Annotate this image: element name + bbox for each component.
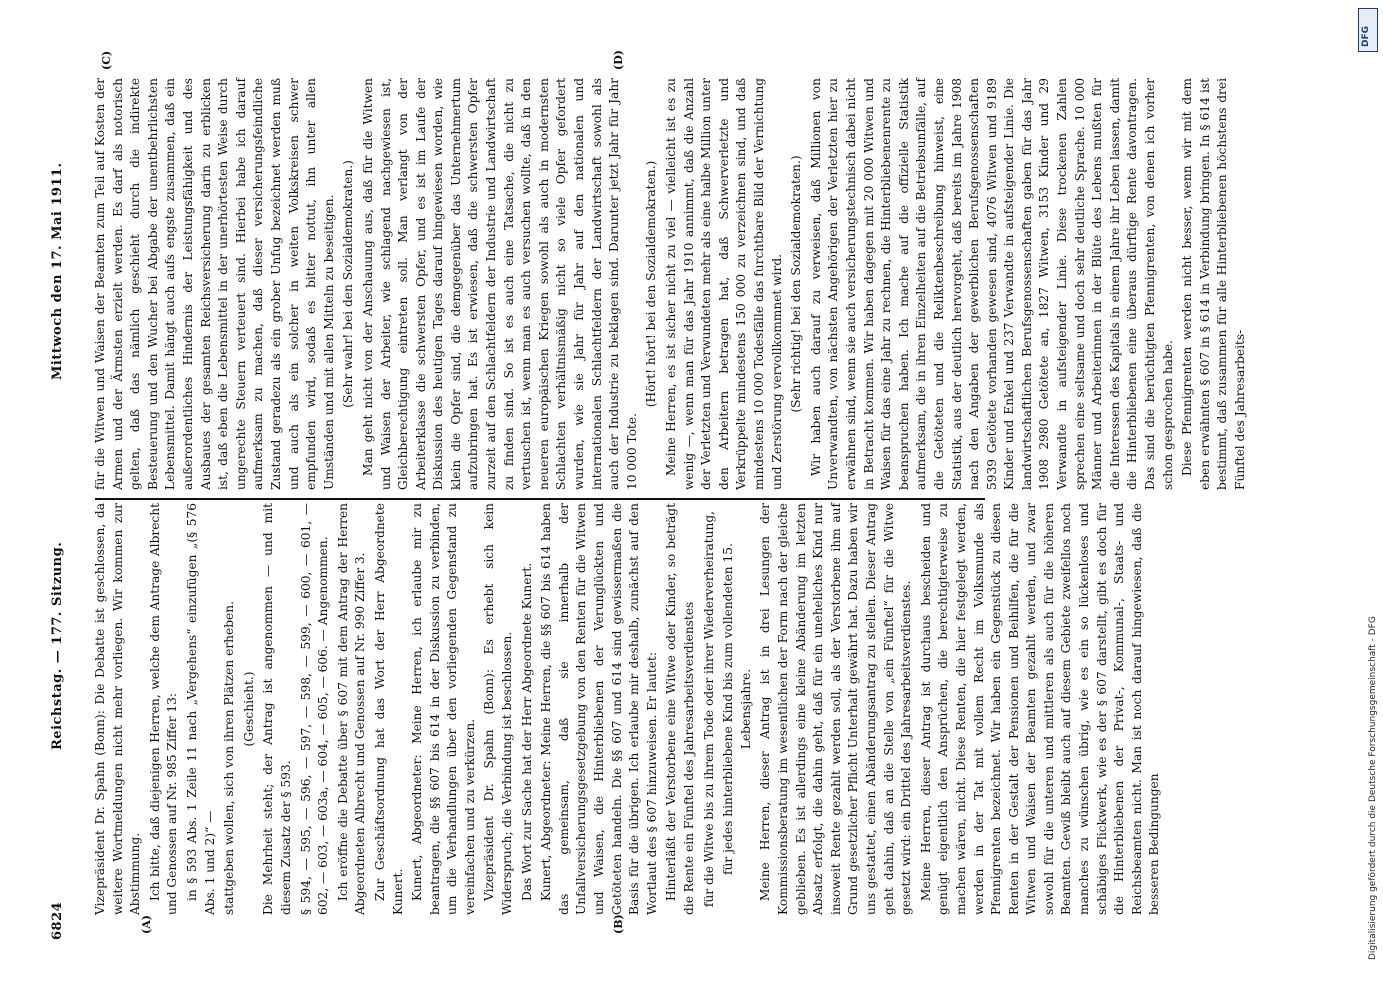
- quoted-text: für die Witwe bis zu ihrem Tode oder ihrer Wiederverheiratung,: [701, 510, 716, 908]
- paragraph: für die Witwen und Waisen der Beamten zum Teil auf Kosten der Armen und der Ärmsten erzielt werden. Es darf als notorisch gelten, daß das nämlich geschieht durch die indirekte Besteuerung und den Wucher bei Abgabe der unentbehrlichsten Lebensmittel. Damit hängt auch aufs engste zusammen, daß ein außerordentliches Hindernis der Leistungsfähigkeit und des Ausbaues der gesamten Reichsversicherung darin zu erblicken ist, daß eben die Lebensmittel in der unerhörtesten Weise durch ungerechte Steuern verteuert sind. Hierbei habe ich darauf aufmerksam zu machen, daß dieser versicherungsfeindliche Zustand geradezu als ein grober Unfug bezeichnet werden muß und auch als ein solcher in weiten Volkskreisen schwer empfunden wird, sodaß es bitter nottut, ihn unter allen Umständen und mit allen Mitteln zu beseitigen.: [93, 78, 336, 490]
- paragraph: Ich eröffne die Debatte über § 607 mit dem Antrag der Herren Abgeordneten Albrecht und Genossen auf Nr. 990 Ziffer 3.: [335, 503, 368, 915]
- margin-marker-b: (B): [612, 914, 625, 934]
- paragraph: Meine Herren, dieser Antrag ist durchaus bescheiden und genügt eigentlich den Ansprüchen, die berechtigterweise zu machen wären, nicht. Diese Renten, die hier festgelegt werden, werden in der Tat mit vollem Recht im Volksmunde als Pfennigrenten bezeichnet. Wir haben ein Gegenstück zu diesen Renten in der Gestalt der Pensionen und Beihilfen, die für die Witwen und Waisen der Beamten gezahlt werden, und zwar sowohl für die unteren und mittleren als auch für die höheren Beamten. Gewiß bleibt auch auf diesem Gebiete zweifellos noch manches zu wünschen übrig, wie es ein so lückenloses und schäbiges Flickwerk, wie es der § 607 darstellt, gibt es doch für die Hinterbliebenen der Privat-, Kommunal-, Staats- und Reichsbeamten nicht. Man ist noch darauf hingewiesen, daß die besseren Bedingungen: [918, 503, 1162, 915]
- paragraph: Das Wort zur Sache hat der Herr Abgeordnete Kunert.: [519, 562, 534, 901]
- interjection: (Geschieht.): [241, 671, 256, 747]
- paragraph: Man geht nicht von der Anschauung aus, daß für die Witwen und Waisen der Arbeiter, wie schlagend nachgewiesen ist, Gleichberechtigung eintreten soll. Man verlangt von der Arbeiterklasse die schwersten Opfer, und es ist im Laufe der Diskussion des heutigen Tages darauf hingewiesen worden, wie klein die Opfer sind, die demgegenüber das Unternehmertum aufzubringen hat. Es ist erwiesen, daß die schwersten Opfer zurzeit auf den Schlachtfeldern der Industrie und Landwirtschaft zu finden sind. So ist es auch eine Tatsache, die nicht zu vertuschen ist, wenn man es auch versuchen wollte, daß in den neueren europäischen Kriegen sowohl als auch in modernsten Schlachten verhältnismäßig nicht so viele Opfer gefordert wurden, wie sie Jahr für Jahr auf den nationalen und internationalen Schlachtfeldern der Landwirtschaft sowohl als auch der Industrie zu beklagen sind. Darunter jetzt Jahr für Jahr 10 000 Tote.: [360, 78, 639, 490]
- column-divider: [95, 498, 985, 500]
- digitization-note: Digitalisierung gefördert durch die Deutsche Forschungsgemeinschaft - DFG: [1368, 616, 1378, 960]
- left-running-title: Reichstag. — 177. Sitzung.: [50, 541, 65, 750]
- paragraph: Meine Herren, dieser Antrag ist in drei Lesungen der Kommissionsberatung im wesentlichen der Form nach der gleiche geblieben. Es ist allerdings eine kleine Abänderung im letzten Absatz erfolgt, die dahin geht, daß für ein uneheliches Kind nur insoweit Rente gezahlt werden soll, als der Verstorbene ihm auf Grund gesetzlicher Pflicht Unterhalt gewährt hat. Dazu haben wir uns gestattet, einen Abänderungsantrag zu stellen. Dieser Antrag geht dahin, daß an die Stelle von „ein Fünftel“ für die Witwe gesetzt wird: ein Drittel des Jahresarbeitsverdienstes.: [758, 503, 914, 915]
- right-text-column: [92, 78, 1247, 490]
- paragraph: Vizepräsident Dr. Spahn (Bonn): Es erhebt sich kein Widerspruch; die Verbindung ist beschlossen.: [482, 503, 515, 915]
- interjection: (Sehr wahr! bei den Sozialdemokraten.): [341, 160, 356, 408]
- interjection: (Hört! hört! bei den Sozialdemokraten.): [644, 160, 659, 408]
- margin-marker-d: (D): [612, 50, 625, 70]
- right-running-title: Mittwoch den 17. Mai 1911.: [50, 162, 65, 380]
- paragraph: Zur Geschäftsordnung hat das Wort der Herr Abgeordnete Kunert.: [372, 503, 405, 915]
- left-text-column: [92, 503, 1162, 915]
- dfg-logo-text: DFG: [1361, 25, 1371, 47]
- paragraph: Wir haben auch darauf zu verweisen, daß Millionen von Unverwandten, von nächsten Angehörigen der Verletzten hier zu erwähnen sind, wenn sie auch versicherungstechnisch dabei nicht in Betracht kommen. Wir haben dagegen mit 20 000 Witwen und Waisen für das eine Jahr zu rechnen, die Hinterbliebenenrente zu beanspruchen haben. Ich mache auf die offizielle Statistik aufmerksam, die in ihren Einzelheiten auf die Betriebsunfälle, auf die Getöteten und die Reliktenbeschreibung hinweist, eine Statistik, aus der deutlich hervorgeht, daß bereits im Jahre 1908 nach den Angaben der gewerblichen Berufsgenossenschaften 5939 Getötete vorhanden gewesen sind, 4076 Witwen und 9189 Kinder und Enkel und 237 Verwandte in aufsteigender Linie. Die landwirtschaftlichen Berufsgenossenschaften gaben für das Jahr 1908 2980 Getötete an, 1827 Witwen, 3153 Kinder und 29 Verwandte in aufsteigender Linie. Diese trockenen Zahlen sprechen eine seltsame und doch sehr deutliche Sprache. 10 000 Männer und Arbeiterinnen in der Blüte des Lebens mußten für die Interessen des Kapitals in einem Jahre ihr Leben lassen, damit die Hinterbliebenen eine überaus dürftige Rente davontragen. Das sind die berüchtigten Pfennigrenten, von denen ich vorher schon gesprochen habe.: [808, 78, 1175, 490]
- page-number: 6824: [50, 901, 65, 940]
- page-header: [50, 0, 74, 1000]
- margin-marker-c: (C): [100, 50, 113, 70]
- paragraph: Kunert, Abgeordneter: Meine Herren, die §§ 607 bis 614 haben das gemeinsam, daß sie innerhalb der Unfallversicherungsgesetzgebung von den Renten für die Witwen und Waisen, die Hinterbliebenen der Verunglückten und Getöteten handeln. Die §§ 607 und 614 sind gewissermaßen die Basis für die übrigen. Ich erlaube mir deshalb, zunächst auf den Wortlaut des § 607 hinzuweisen. Er lautet:: [539, 503, 659, 915]
- paragraph: in § 593 Abs. 1 Zeile 11 nach „Vergehens“ einzufügen „(§ 576 Abs. 1 und 2)“ —: [184, 503, 217, 915]
- paragraph: Ich bitte, daß diejenigen Herren, welche dem Antrage Albrecht und Genossen auf Nr. 985 Ziffer 13:: [147, 503, 180, 915]
- interjection: (Sehr richtig! bei den Sozialdemokraten.): [789, 155, 804, 413]
- margin-marker-a: (A): [140, 915, 153, 934]
- paragraph: Kunert, Abgeordneter: Meine Herren, ich erlaube mir zu beantragen, die §§ 607 bis 614 in der Diskussion zu verbinden, um die Verhandlungen über den vorliegenden Gegenstand zu vereinfachen und zu verkürzen.: [410, 503, 477, 915]
- quoted-text: für jedes hinterbliebene Kind bis zum vollendeten 15. Lebensjahre.: [721, 543, 753, 875]
- paragraph: Meine Herren, es ist sicher nicht zu viel — vielleicht ist es zu wenig —, wenn man für das Jahr 1910 annimmt, daß die Anzahl der Verletzten und Verwundeten mehr als eine halbe Million unter den Arbeitern betragen hat, daß Schwerverletzte und Verkrüppelte mindestens 150 000 zu verzeichnen sind, und daß mindestens 10 000 Todesfälle das furchtbare Bild der Vernichtung und Zerstörung vervollkommnet wird.: [664, 78, 784, 490]
- paragraph: Die Mehrheit steht; der Antrag ist angenommen — und mit diesem Zusatz der § 593.: [261, 503, 293, 915]
- paragraph: stattgeben wollen, sich von ihren Plätzen erheben.: [222, 601, 237, 915]
- dfg-logo: [1358, 8, 1378, 52]
- quoted-text: Hinterläßt der Verstorbene eine Witwe oder Kinder, so beträgt die Rente ein Fünftel des Jahresarbeitsverdienstes: [664, 503, 696, 915]
- paragraph: § 594, — 595, — 596, — 597, — 598, — 599, — 600, — 601, — 602, — 603, — 603a, — 604, — 605, — 606. — Angenommen.: [298, 503, 331, 915]
- paragraph: Vizepräsident Dr. Spahn (Bonn): Die Debatte ist geschlossen, da weitere Wortmeldungen nicht mehr vorliegen. Wir kommen zur Abstimmung.: [93, 503, 143, 915]
- paragraph: Diese Pfennigrenten werden nicht besser, wenn wir mit dem eben erwähnten § 607 in § 614 in Verbindung bringen. In § 614 ist bestimmt, daß zusammen für alle Hinterbliebenen höchstens drei Fünftel des Jahresarbeits-: [1180, 78, 1247, 490]
